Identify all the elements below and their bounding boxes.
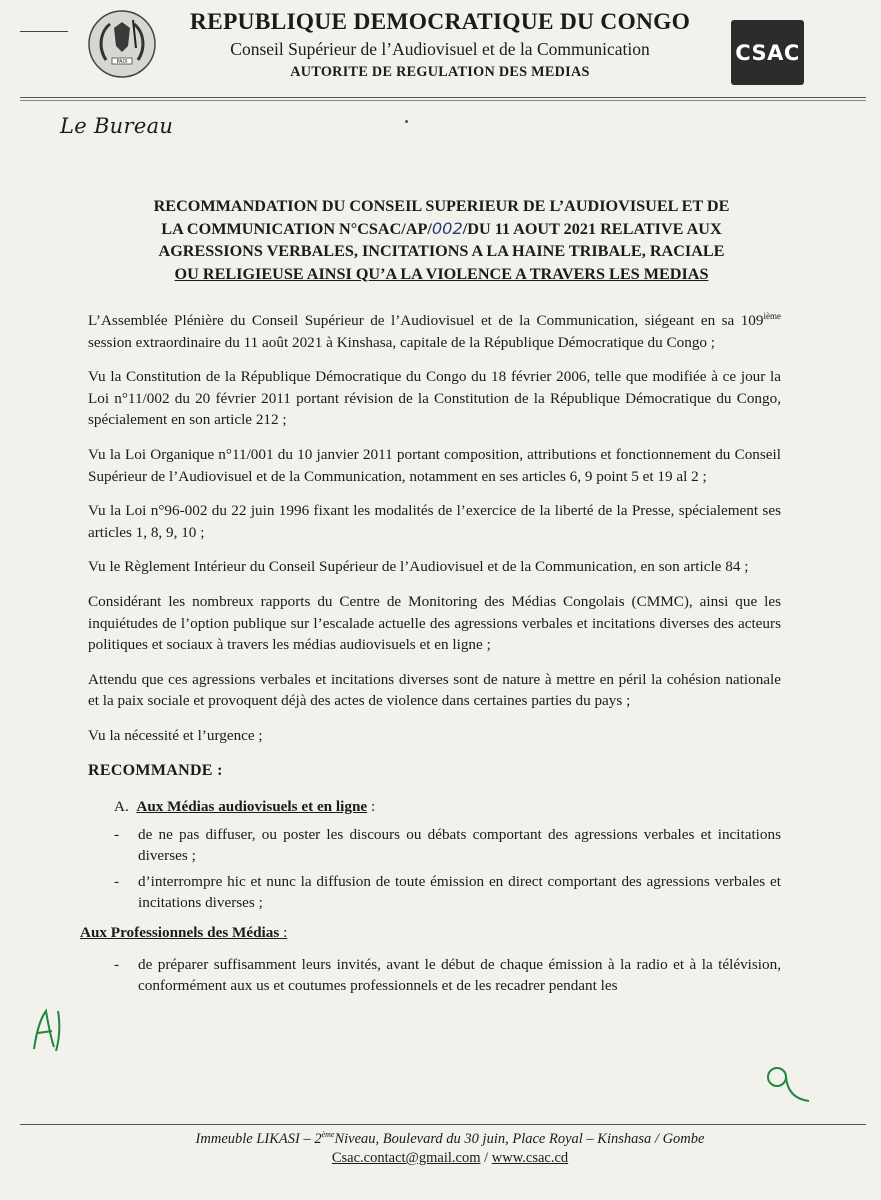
list-item-text: de préparer suffisamment leurs invités, avant le début de chaque émission à la radio et à la télévision, conformément aux us et coutumes professionnels et de les recadrer pendant les — [138, 955, 781, 995]
footer-separator: / — [480, 1150, 492, 1166]
header-authority: AUTORITE DE REGULATION DES MEDIAS — [290, 64, 590, 80]
footer-address-start: Immeuble LIKASI – 2 — [195, 1130, 322, 1147]
title-line-4: OU RELIGIEUSE AINSI QU’A LA VIOLENCE A TRAVERS LES MEDIAS — [174, 264, 709, 283]
section-b-label: Aux Professionnels des Médias — [80, 924, 280, 942]
section-a-colon: : — [367, 798, 376, 816]
corner-line — [20, 31, 68, 32]
list-item — [114, 871, 781, 914]
footer-email-link[interactable]: Csac.contact@gmail.com — [331, 1150, 481, 1166]
document-body — [80, 310, 781, 1001]
footer-contact — [120, 1150, 780, 1167]
bullet-dash: - — [114, 872, 120, 890]
paragraph-internal-rules: Vu le Règlement Intérieur du Conseil Supérieur de l’Audiovisuel et de la Communication, en son article 84 ; — [88, 558, 749, 576]
title-line-1: RECOMMANDATION DU CONSEIL SUPERIEUR DE L’AUDIOVISUEL ET DE — [153, 197, 730, 215]
bureau-label: Le Bureau — [60, 114, 174, 138]
bullet-dash: - — [114, 825, 120, 843]
title-line-2 — [88, 218, 795, 241]
header-subtitle: Conseil Supérieur de l’Audiovisuel et de la Communication — [230, 39, 650, 59]
footer-address — [120, 1130, 780, 1148]
header-title: REPUBLIQUE DEMOCRATIQUE DU CONGO — [189, 9, 691, 35]
paragraph-considering: Considérant les nombreux rapports du Centre de Monitoring des Médias Congolais (CMMC), ainsi que les inquiétudes de l’option publique sur l’escalade actuelle des agressions verbales et incitations diverses des acteurs politiques et sociaux à travers les médias audiovisuels et en ligne ; — [88, 592, 781, 654]
section-b-heading — [80, 922, 781, 944]
paragraph-whereas: Attendu que ces agressions verbales et incitations diverses sont de nature à mettre en péril la cohésion nationale et la paix sociale et provoquent déjà des actes de violence dans certaines parties du pays ; — [88, 670, 781, 710]
ink-dot — [405, 120, 408, 123]
title-line-3: AGRESSIONS VERBALES, INCITATIONS A LA HAINE TRIBALE, RACIALE — [158, 242, 725, 260]
paragraph-press-law: Vu la Loi n°96-002 du 22 juin 1996 fixant les modalités de l’exercice de la liberté de la Presse, spécialement ses articles 1, 8, 9, 10 ; — [88, 502, 781, 541]
footer-rule — [20, 1124, 866, 1125]
section-b-colon: : — [279, 924, 288, 942]
document-title — [88, 195, 795, 285]
bullet-dash: - — [114, 955, 120, 973]
svg-text:PAIX: PAIX — [116, 59, 128, 65]
paragraph-constitution: Vu la Constitution de la République Démocratique du Congo du 18 février 2006, telle que modifiée à ce jour la Loi n°11/002 du 20 février 2011 portant révision de la Constitution de la République Démocratique du Congo, spécialement en son article 212 ; — [88, 368, 781, 429]
section-a-heading — [114, 796, 781, 818]
list-item — [114, 954, 781, 997]
paragraph-assembly — [88, 310, 781, 353]
section-a-label: Aux Médias audiovisuels et en ligne — [136, 798, 368, 816]
paragraph-urgency: Vu la nécessité et l’urgence ; — [88, 726, 263, 744]
recommande-heading: RECOMMANDE : — [88, 761, 223, 779]
header-rule — [20, 97, 866, 98]
handwritten-initials-annotation — [28, 1005, 68, 1055]
paragraph-assembly-start: L’Assemblée Plénière du Conseil Supérieur de l’Audiovisuel et de la Communication, siégeant en sa 109 — [88, 312, 764, 329]
paragraph-organic-law: Vu la Loi Organique n°11/001 du 10 janvier 2011 portant composition, attributions et fonctionnement du Conseil Supérieur de l’Audiovisuel et de la Communication, notamment en ses articles 6, 9 point 5 et 19 al 2 ; — [88, 445, 781, 485]
footer-website-link[interactable]: www.csac.cd — [491, 1150, 569, 1166]
header-rule-secondary — [20, 100, 866, 101]
footer-address-end: Niveau, Boulevard du 30 juin, Place Royal – Kinshasa / Gombe — [334, 1130, 705, 1147]
handwritten-reference-number: 002 — [431, 218, 463, 238]
title-line-2-start: LA COMMUNICATION N°CSAC/AP/ — [161, 219, 432, 238]
coat-of-arms-seal — [86, 8, 158, 80]
paragraph-assembly-end: session extraordinaire du 11 août 2021 à Kinshasa, capitale de la République Démocratique du Congo ; — [88, 333, 716, 351]
title-line-2-end: /DU 11 AOUT 2021 RELATIVE AUX — [462, 219, 722, 238]
list-item — [114, 824, 781, 867]
footer-floor-superscript: ème — [321, 1130, 335, 1139]
section-a-letter: A. — [114, 798, 129, 816]
handwritten-page-number-annotation — [763, 1063, 813, 1105]
list-item-text: de ne pas diffuser, ou poster les discours ou débats comportant des agressions verbales et incitations diverses ; — [138, 825, 781, 865]
ordinal-superscript: ième — [763, 310, 781, 321]
csac-logo: CSAC — [731, 20, 804, 85]
list-item-text: d’interrompre hic et nunc la diffusion de toute émission en direct comportant des agressions verbales et incitations diverses ; — [138, 872, 781, 912]
